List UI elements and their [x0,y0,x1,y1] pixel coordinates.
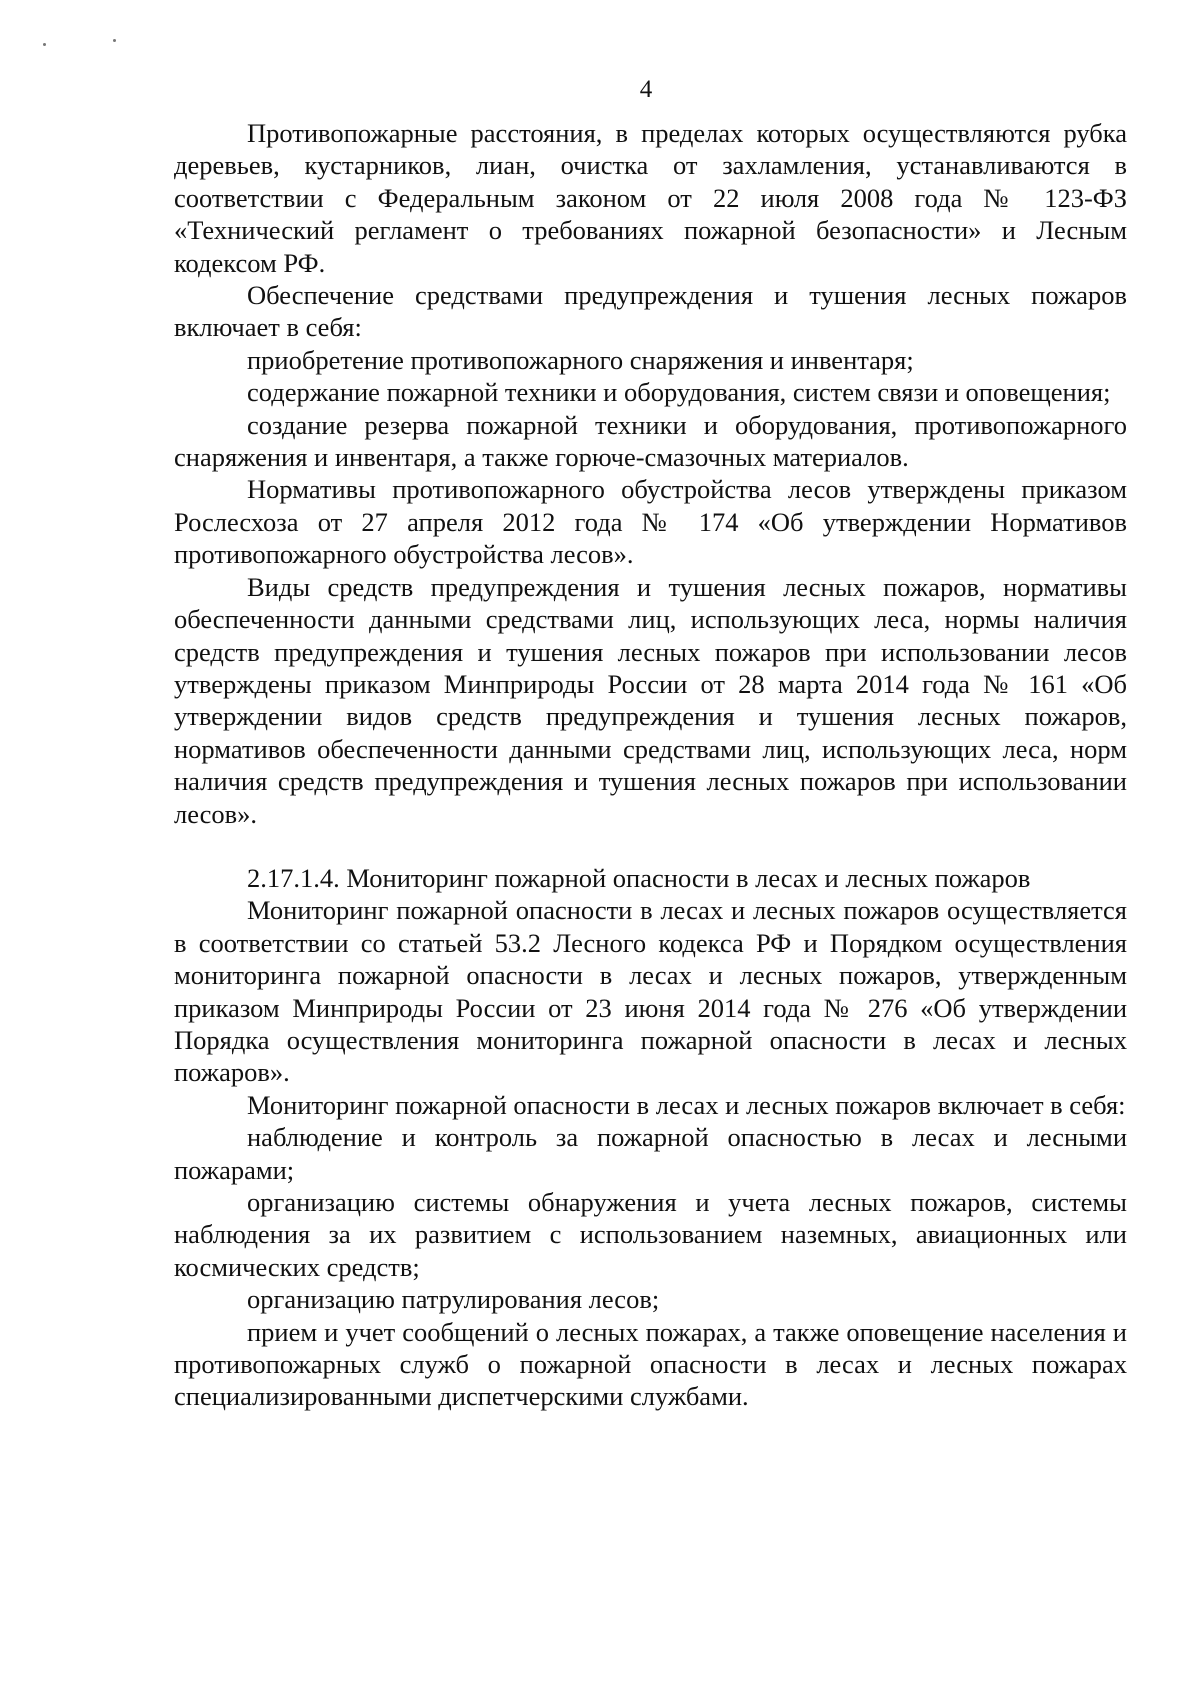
scan-speck [43,43,46,46]
list-item-reserve: создание резерва пожарной техники и оборудования, противопожарного снаряжения и инвентаря, а также горюче-смазочных материалов. [174,409,1127,473]
paragraph-monitoring-intro: Мониторинг пожарной опасности в лесах и лесных пожаров включает в себя: [247,1089,1126,1120]
list-item-patrolling: организацию патрулирования лесов; [247,1284,660,1315]
section-heading: 2.17.1.4. Мониторинг пожарной опасности в лесах и лесных пожаров [247,862,1031,893]
list-item-reports: прием и учет сообщений о лесных пожарах, а также оповещение населения и противопожарных служб о пожарной опасности в лесах и лесных пожарах специализированными диспетчерскими службами. [174,1316,1127,1412]
list-item-observation: наблюдение и контроль за пожарной опасностью в лесах и лесными пожарами; [174,1122,1127,1185]
document-body [174,117,1127,1413]
paragraph-norms: Нормативы противопожарного обустройства лесов утверждены приказом Рослесхоза от 27 апреля 2012 года № 174 «Об утверждении Нормативов противопожарного обустройства лесов». [174,474,1127,570]
scan-speck [113,39,116,42]
page-number: 4 [639,76,653,103]
paragraph-fire-distances: Противопожарные расстояния, в пределах которых осуществляются рубка деревьев, кустарников, лиан, очистка от захламления, устанавливаются в соответствии с Федеральным законом от 22 июля 2008 года № 123-ФЗ «Технический регламент о требованиях пожарной безопасности» и Лесным кодексом РФ. [174,118,1127,278]
paragraph-equipment-intro: Обеспечение средствами предупреждения и тушения лесных пожаров включает в себя: [174,280,1127,343]
list-item-acquisition: приобретение противопожарного снаряжения и инвентаря; [247,344,914,375]
list-item-detection-system: организацию системы обнаружения и учета лесных пожаров, системы наблюдения за их развитием с использованием наземных, авиационных или космических средств; [174,1187,1127,1282]
list-item-maintenance: содержание пожарной техники и оборудования, систем связи и оповещения; [247,377,1111,408]
paragraph-types-of-means: Виды средств предупреждения и тушения лесных пожаров, нормативы обеспеченности данными средствами лиц, использующих леса, нормы наличия средств предупреждения и тушения лесных пожаров при использовании лесов утверждены приказом Минприроды России от 28 марта 2014 года № 161 «Об утверждении видов средств предупреждения и тушения лесных пожаров, нормативов обеспеченности данными средствами лиц, использующих леса, норм наличия средств предупреждения и тушения лесных пожаров при использовании лесов». [174,571,1127,829]
paragraph-monitoring-basis: Мониторинг пожарной опасности в лесах и лесных пожаров осуществляется в соответствии со статьей 53.2 Лесного кодекса РФ и Порядком осуществления мониторинга пожарной опасности в лесах и лесных пожаров, утвержденным приказом Минприроды России от 23 июня 2014 года № 276 «Об утверждении Порядка осуществления мониторинга пожарной опасности в лесах и лесных пожаров». [174,895,1127,1088]
